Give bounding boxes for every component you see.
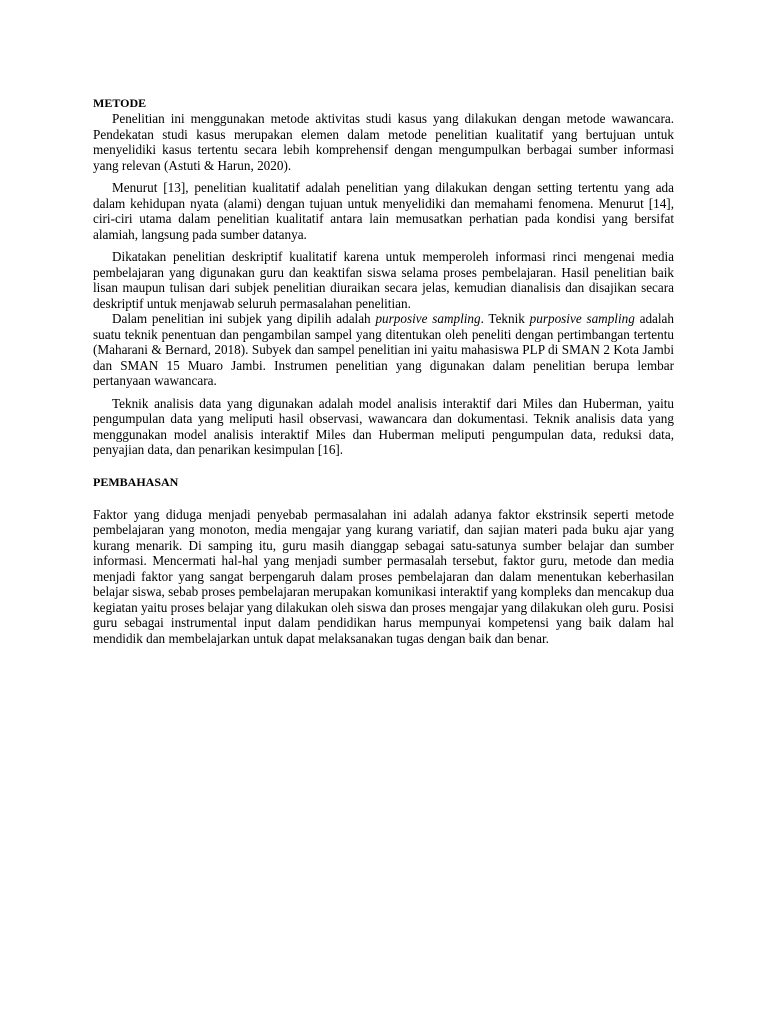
paragraph-text: Dikatakan penelitian deskriptif kualitatif karena untuk memperoleh informasi rinci mengenai media pembelajaran yang digunakan guru dan keaktifan siswa selama proses pembelajaran. Hasil penelitian baik lisan maupun tulisan dari subjek penelitian diuraikan secara jelas, kemudian dianalisis dan disajikan secara deskriptif untuk menjawab seluruh permasalahan penelitian. — [93, 249, 674, 311]
paragraph-metode-4 — [93, 311, 674, 389]
section-heading-pembahasan: PEMBAHASAN — [93, 474, 179, 489]
italic-term: purposive sampling — [529, 311, 635, 326]
paragraph-text: Menurut [13], penelitian kualitatif adalah penelitian yang dilakukan dengan setting tertentu yang ada dalam kehidupan nyata (alami) dengan tujuan untuk menyelidiki dan memahami fenomena. Menurut [14], ciri-ciri utama dalam penelitian kualitatif antara lain memusatkan perhatian pada kondisi yang bersifat alamiah, langsung pada sumber datanya. — [93, 180, 674, 242]
paragraph-text: adalah suatu teknik penentuan dan pengambilan sampel yang ditentukan oleh peneliti dengan pertimbangan tertentu (Maharani & Bernard, 2018). Subyek dan sampel penelitian ini yaitu mahasiswa PLP di SMAN 2 Kota Jambi dan SMAN 15 Muaro Jambi. Instrumen penelitian yang digunakan dalam penelitian berupa lembar pertanyaan wawancara. — [93, 311, 675, 388]
spacer — [93, 458, 674, 475]
paragraph-metode-5 — [93, 396, 674, 458]
paragraph-metode-2 — [93, 180, 674, 242]
spacer — [93, 490, 674, 507]
paragraph-metode-3 — [93, 249, 674, 311]
paragraph-pembahasan-1 — [93, 507, 674, 647]
paragraph-text: Penelitian ini menggunakan metode aktivitas studi kasus yang dilakukan dengan metode wawancara. Pendekatan studi kasus merupakan elemen dalam metode penelitian kualitatif yang bertujuan untuk menyelidiki kasus tertentu secara lebih komprehensif dengan mengumpulkan berbagai sumber informasi yang relevan (Astuti & Harun, 2020). — [93, 111, 674, 173]
document-page — [93, 96, 674, 646]
paragraph-metode-1 — [93, 111, 674, 173]
paragraph-text: . Teknik — [480, 311, 530, 326]
paragraph-text: Dalam penelitian ini subjek yang dipilih adalah — [112, 311, 376, 326]
italic-term: purposive sampling — [375, 311, 481, 326]
spacer — [93, 242, 674, 249]
section-heading-metode: METODE — [93, 96, 147, 110]
spacer — [93, 389, 674, 396]
paragraph-text: Faktor yang diduga menjadi penyebab permasalahan ini adalah adanya faktor ekstrinsik seperti metode pembelajaran yang monoton, media mengajar yang kurang variatif, dan sajian materi pada buku ajar yang kurang menarik. Di samping itu, guru masih dianggap sebagai satu-satunya sumber belajar dan sumber informasi. Mencermati hal-hal yang menjadi sumber permasalah tersebut, faktor guru, metode dan media menjadi faktor yang sangat berpengaruh dalam proses pembelajaran dan dalam menentukan keberhasilan belajar siswa, sebab proses pembelajaran merupakan komunikasi interaktif yang kompleks dan mencakup dua kegiatan yaitu proses belajar yang dilakukan oleh siswa dan proses mengajar yang dilakukan oleh guru. Posisi guru sebagai instrumental input dalam pendidikan harus mempunyai kompetensi yang baik dalam hal mendidik dan membelajarkan untuk dapat melaksanakan tugas dengan baik dan benar. — [93, 506, 674, 646]
paragraph-text: Teknik analisis data yang digunakan adalah model analisis interaktif dari Miles dan Huberman, yaitu pengumpulan data yang meliputi hasil observasi, wawancara dan dokumentasi. Teknik analisis data yang menggunakan model analisis interaktif Miles dan Huberman meliputi pengumpulan data, reduksi data, penyajian data, dan penarikan kesimpulan [16]. — [93, 395, 674, 457]
spacer — [93, 173, 674, 180]
